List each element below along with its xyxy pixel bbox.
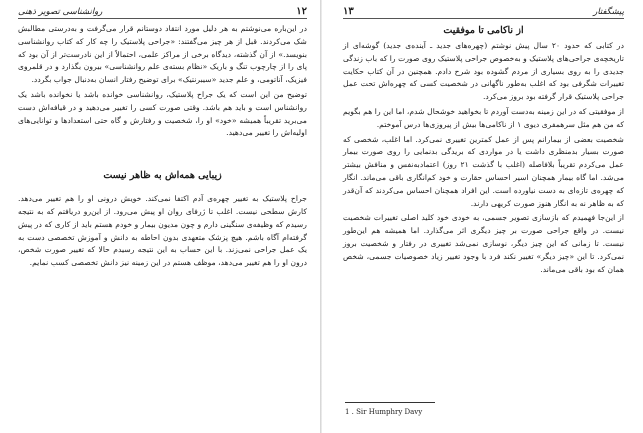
body-paragraph: از این‌جا فهمیدم که بازسازی تصویر جسمی، به خودی خود کلید اصلی تغییرات شخصیت نیست. در واقع جراحی صورت بر چیز دیگری اثر می‌گذارد. اما همیشه هم این‌طور نیست. تا زمانی که این چیز دیگر، نوسازی نمی‌شد تغییری در رفتار و شخصیت بروز نمی‌کرد. تا این «چیز دیگر» تغییر نکند فرد با وجود تغییر زیاد خصوصیات جسمی، شخص همان که بود باقی می‌ماند. bbox=[343, 213, 624, 274]
section-title: از ناکامی تا موفقیت bbox=[443, 25, 524, 36]
book-gutter bbox=[320, 0, 322, 433]
running-head: روانشناسی تصویر ذهنی bbox=[18, 7, 103, 17]
page-number: ۱۳ bbox=[343, 6, 354, 17]
body-paragraph: از موفقیتی که در این زمینه به‌دست آوردم تا بخواهید خوشحال شدم، اما این را هم بگویم که من هم مثل سرهمفری دیوی ۱ از ناکامی‌ها بیش از پیروزی‌ها درس آموختم. bbox=[343, 106, 624, 129]
footnote: 1 . Sir Humphry Davy bbox=[345, 408, 423, 416]
left-page bbox=[0, 0, 321, 433]
body-paragraph: جراح پلاستیک به تغییر چهره‌ی آدم اکتفا نمی‌کند. خویش درونی او را هم تغییر می‌دهد. کارش سطحی نیست. اغلب تا ژرفای روان او پیش می‌رود. از این‌رو دریافتم که به نتیجه رسیدم که وظیفه‌ی سنگینی دارم و چون مدیون بیمار و خودم هستم باید از کاری که در پیش گرفته‌ام آگاه باشم. هیچ پزشک متعهدی بدون احاطه به دانش و آموزش تخصصی دست به یک عمل جراحی نمی‌زند. با این حساب به این نتیجه رسیدم حالا که تغییر صورت شخص، درون او را هم تغییر می‌دهد، موظف هستم در این زمینه نیز دانش تخصصی کسب نمایم. bbox=[18, 194, 307, 268]
footnote-divider bbox=[345, 402, 435, 403]
body-paragraph: توضیح من این است که یک جراح پلاستیک، روانشناسی خوانده باشد یا نخوانده باشد یک روانشناس است و باید هم باشد. وقتی صورت کسی را تغییر می‌دهید و در قیافه‌اش دست می‌برید تقریباً همیشه «خود» او را، شخصیت و رفتارش و گاه حتی استعدادها و توانایی‌های اولیه‌اش را تغییر می‌دهید. bbox=[18, 89, 307, 138]
running-head: پیشگفتار bbox=[593, 7, 624, 17]
right-page-header bbox=[343, 6, 624, 19]
page-number: ۱۲ bbox=[296, 6, 307, 17]
body-paragraph: شخصیت بعضی از بیمارانم پس از عمل کمترین تغییری نمی‌کرد. اما اغلب، شخصی که صورت بسیار بدمنظری داشت یا در مواردی که بریدگی بدنمایی را روی صورت بیمار عمل می‌کردم تقریباً بلافاصله (اغلب با گذشت ۲۱ روز) اعتمادبه‌نفس و منافش بیشتر می‌شد. اما گاه بیمار همچنان اسیر احساس حقارت و خود کم‌انگاری باقی می‌ماند. انگار که چهره‌ی تازه‌ای به دست نیاورده است. این افراد همچنان احساس می‌کردند که آن‌قدر که به ظاهر نه به انگار هنوز صورت کریهی دارند. bbox=[343, 134, 625, 208]
body-paragraph: در کتابی که حدود ۲۰ سال پیش نوشتم (چهره‌های جدید ـ آینده‌ی جدید) گوشه‌ای از تاریخچه‌ی جراحی‌های پلاستیک و به‌خصوص جراحی پلاستیک روی صورت را که باب زندگی جدیدی را به روی بسیاری از مردم گشوده بود شرح دادم. همچنین در آن کتاب حکایت تغییرات شگرفی بود که اغلب به‌طور ناگهانی در شخصیت کسی که چهره‌اش تحت عمل جراحی پلاستیک قرار گرفته بود بروز می‌کرد. bbox=[343, 41, 625, 102]
right-page bbox=[321, 0, 642, 433]
left-page-header bbox=[18, 6, 307, 19]
body-paragraph: در این‌باره می‌نوشتم به هر دلیل مورد انتقاد دوستانم قرار می‌گرفت و به‌درستی مطالبش شک می‌کردند. قبل از هر چیز می‌گفتند: «جراحی پلاستیک را چه کار که کتاب روانشناسی بنویسد.» از آن گذشته، دیدگاه برخی از مراکز علمی، احتمالاً از این نادرست‌تر از آن بود که پای را از چارچوب تنگ و باریک «نظام بسته‌ی علم روانشناسی» بیرون بگذارد و در قلمروی فیزیک، آناتومی، و علم جدید «سیبرنتیک» برای توضیح رفتار انسان به‌دنبال جواب بگردد. bbox=[18, 24, 307, 85]
section-title: زیبایی همه‌اش به ظاهر نیست bbox=[103, 170, 222, 182]
